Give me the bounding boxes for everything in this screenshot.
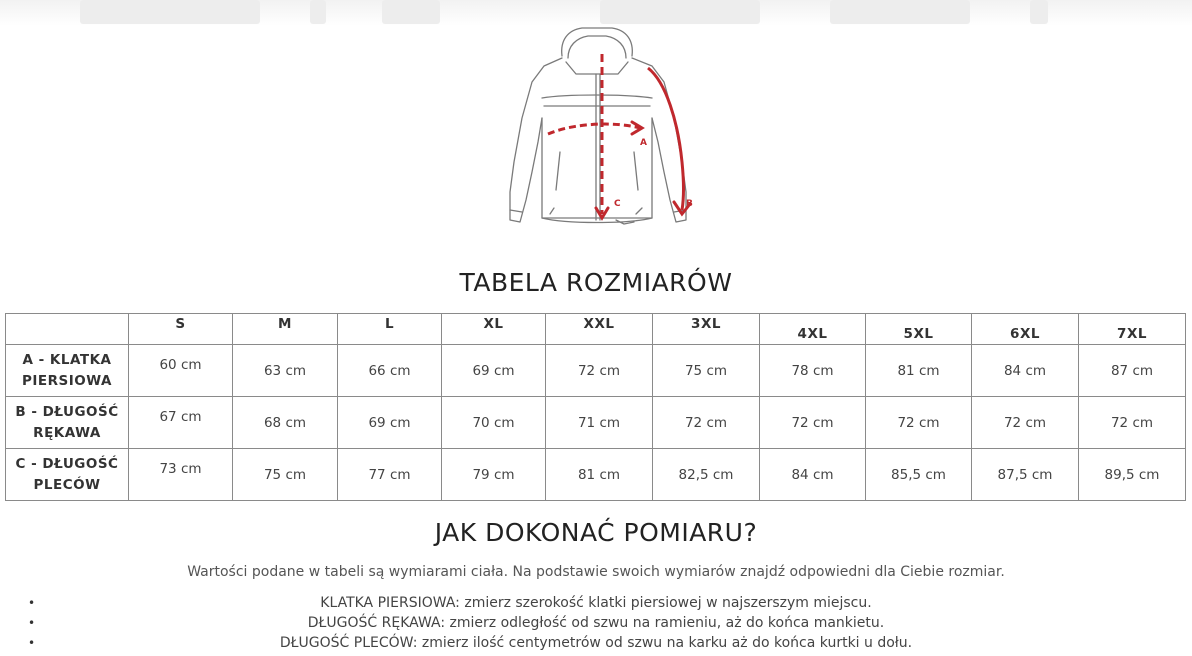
column-header: 3XL <box>653 314 760 345</box>
table-row-chest <box>6 345 1186 397</box>
table-cell: 81 cm <box>866 345 972 397</box>
table-cell: 85,5 cm <box>866 449 972 501</box>
table-header-row <box>6 314 1186 345</box>
list-item <box>0 613 1192 633</box>
list-item <box>0 593 1192 613</box>
top-blob <box>1030 0 1048 24</box>
label-c: C <box>614 199 621 209</box>
tip-text: DŁUGOŚĆ RĘKAWA: zmierz odległość od szwu na ramieniu, aż do końca mankietu. <box>307 615 885 631</box>
jacket-measurement-figure <box>496 22 706 234</box>
list-item <box>0 633 1192 653</box>
table-cell: 63 cm <box>233 345 338 397</box>
howto-description: Wartości podane w tabeli są wymiarami ciała. Na podstawie swoich wymiarów znajdź odpowiedni dla Ciebie rozmiar. <box>187 564 1005 580</box>
top-blob <box>382 0 440 24</box>
table-cell: 77 cm <box>338 449 442 501</box>
column-header: 5XL <box>866 314 972 345</box>
top-blob <box>310 0 326 24</box>
table-cell: 72 cm <box>1079 397 1186 449</box>
row-label-line: C - DŁUGOŚĆ <box>15 455 119 472</box>
column-header: 6XL <box>972 314 1079 345</box>
jacket-illustration <box>496 22 706 234</box>
top-blob <box>80 0 260 24</box>
table-cell: 68 cm <box>233 397 338 449</box>
table-cell: 78 cm <box>760 345 866 397</box>
table-cell: 60 cm <box>129 345 233 397</box>
table-cell: 72 cm <box>972 397 1079 449</box>
bullet-icon: • <box>28 616 36 630</box>
row-label <box>6 397 129 449</box>
table-cell: 66 cm <box>338 345 442 397</box>
table-cell: 70 cm <box>442 397 546 449</box>
table-row-back <box>6 449 1186 501</box>
table-cell: 89,5 cm <box>1079 449 1186 501</box>
top-blob <box>830 0 970 24</box>
table-cell: 87,5 cm <box>972 449 1079 501</box>
column-header: XL <box>442 314 546 345</box>
table-cell: 84 cm <box>972 345 1079 397</box>
corner-cell <box>6 314 129 345</box>
row-label <box>6 345 129 397</box>
table-cell: 69 cm <box>338 397 442 449</box>
table-row-sleeve <box>6 397 1186 449</box>
measurement-a-arrow <box>548 122 647 148</box>
row-label-line: RĘKAWA <box>33 424 101 441</box>
table-cell: 75 cm <box>653 345 760 397</box>
row-label-line: A - KLATKA <box>22 351 112 368</box>
table-cell: 72 cm <box>546 345 653 397</box>
size-table-title: TABELA ROZMIARÓW <box>459 268 733 297</box>
tip-text: DŁUGOŚĆ PLECÓW: zmierz ilość centymetrów od szwu na karku aż do końca kurtki u dołu. <box>279 635 913 651</box>
table-cell: 67 cm <box>129 397 233 449</box>
row-label <box>6 449 129 501</box>
table-cell: 84 cm <box>760 449 866 501</box>
row-label-line: PIERSIOWA <box>22 372 112 389</box>
howto-tips-list <box>0 593 1192 653</box>
table-cell: 72 cm <box>760 397 866 449</box>
tip-text: KLATKA PIERSIOWA: zmierz szerokość klatki piersiowej w najszerszym miejscu. <box>320 595 872 611</box>
table-cell: 81 cm <box>546 449 653 501</box>
column-header: S <box>129 314 233 345</box>
jacket-sketch <box>510 28 686 224</box>
column-header: M <box>233 314 338 345</box>
table-cell: 73 cm <box>129 449 233 501</box>
bullet-icon: • <box>28 596 36 610</box>
column-header: 4XL <box>760 314 866 345</box>
table-cell: 79 cm <box>442 449 546 501</box>
table-cell: 71 cm <box>546 397 653 449</box>
row-label-line: PLECÓW <box>33 476 101 493</box>
howto-title: JAK DOKONAĆ POMIARU? <box>434 518 758 547</box>
table-cell: 72 cm <box>653 397 760 449</box>
table-cell: 82,5 cm <box>653 449 760 501</box>
label-b: B <box>686 199 693 209</box>
label-a: A <box>640 138 647 148</box>
row-label-line: B - DŁUGOŚĆ <box>15 403 119 420</box>
column-header: XXL <box>546 314 653 345</box>
table-cell: 87 cm <box>1079 345 1186 397</box>
table-cell: 72 cm <box>866 397 972 449</box>
table-cell: 69 cm <box>442 345 546 397</box>
column-header: L <box>338 314 442 345</box>
table-cell: 75 cm <box>233 449 338 501</box>
column-header: 7XL <box>1079 314 1186 345</box>
bullet-icon: • <box>28 636 36 650</box>
size-table <box>5 313 1186 501</box>
top-blob <box>600 0 760 24</box>
